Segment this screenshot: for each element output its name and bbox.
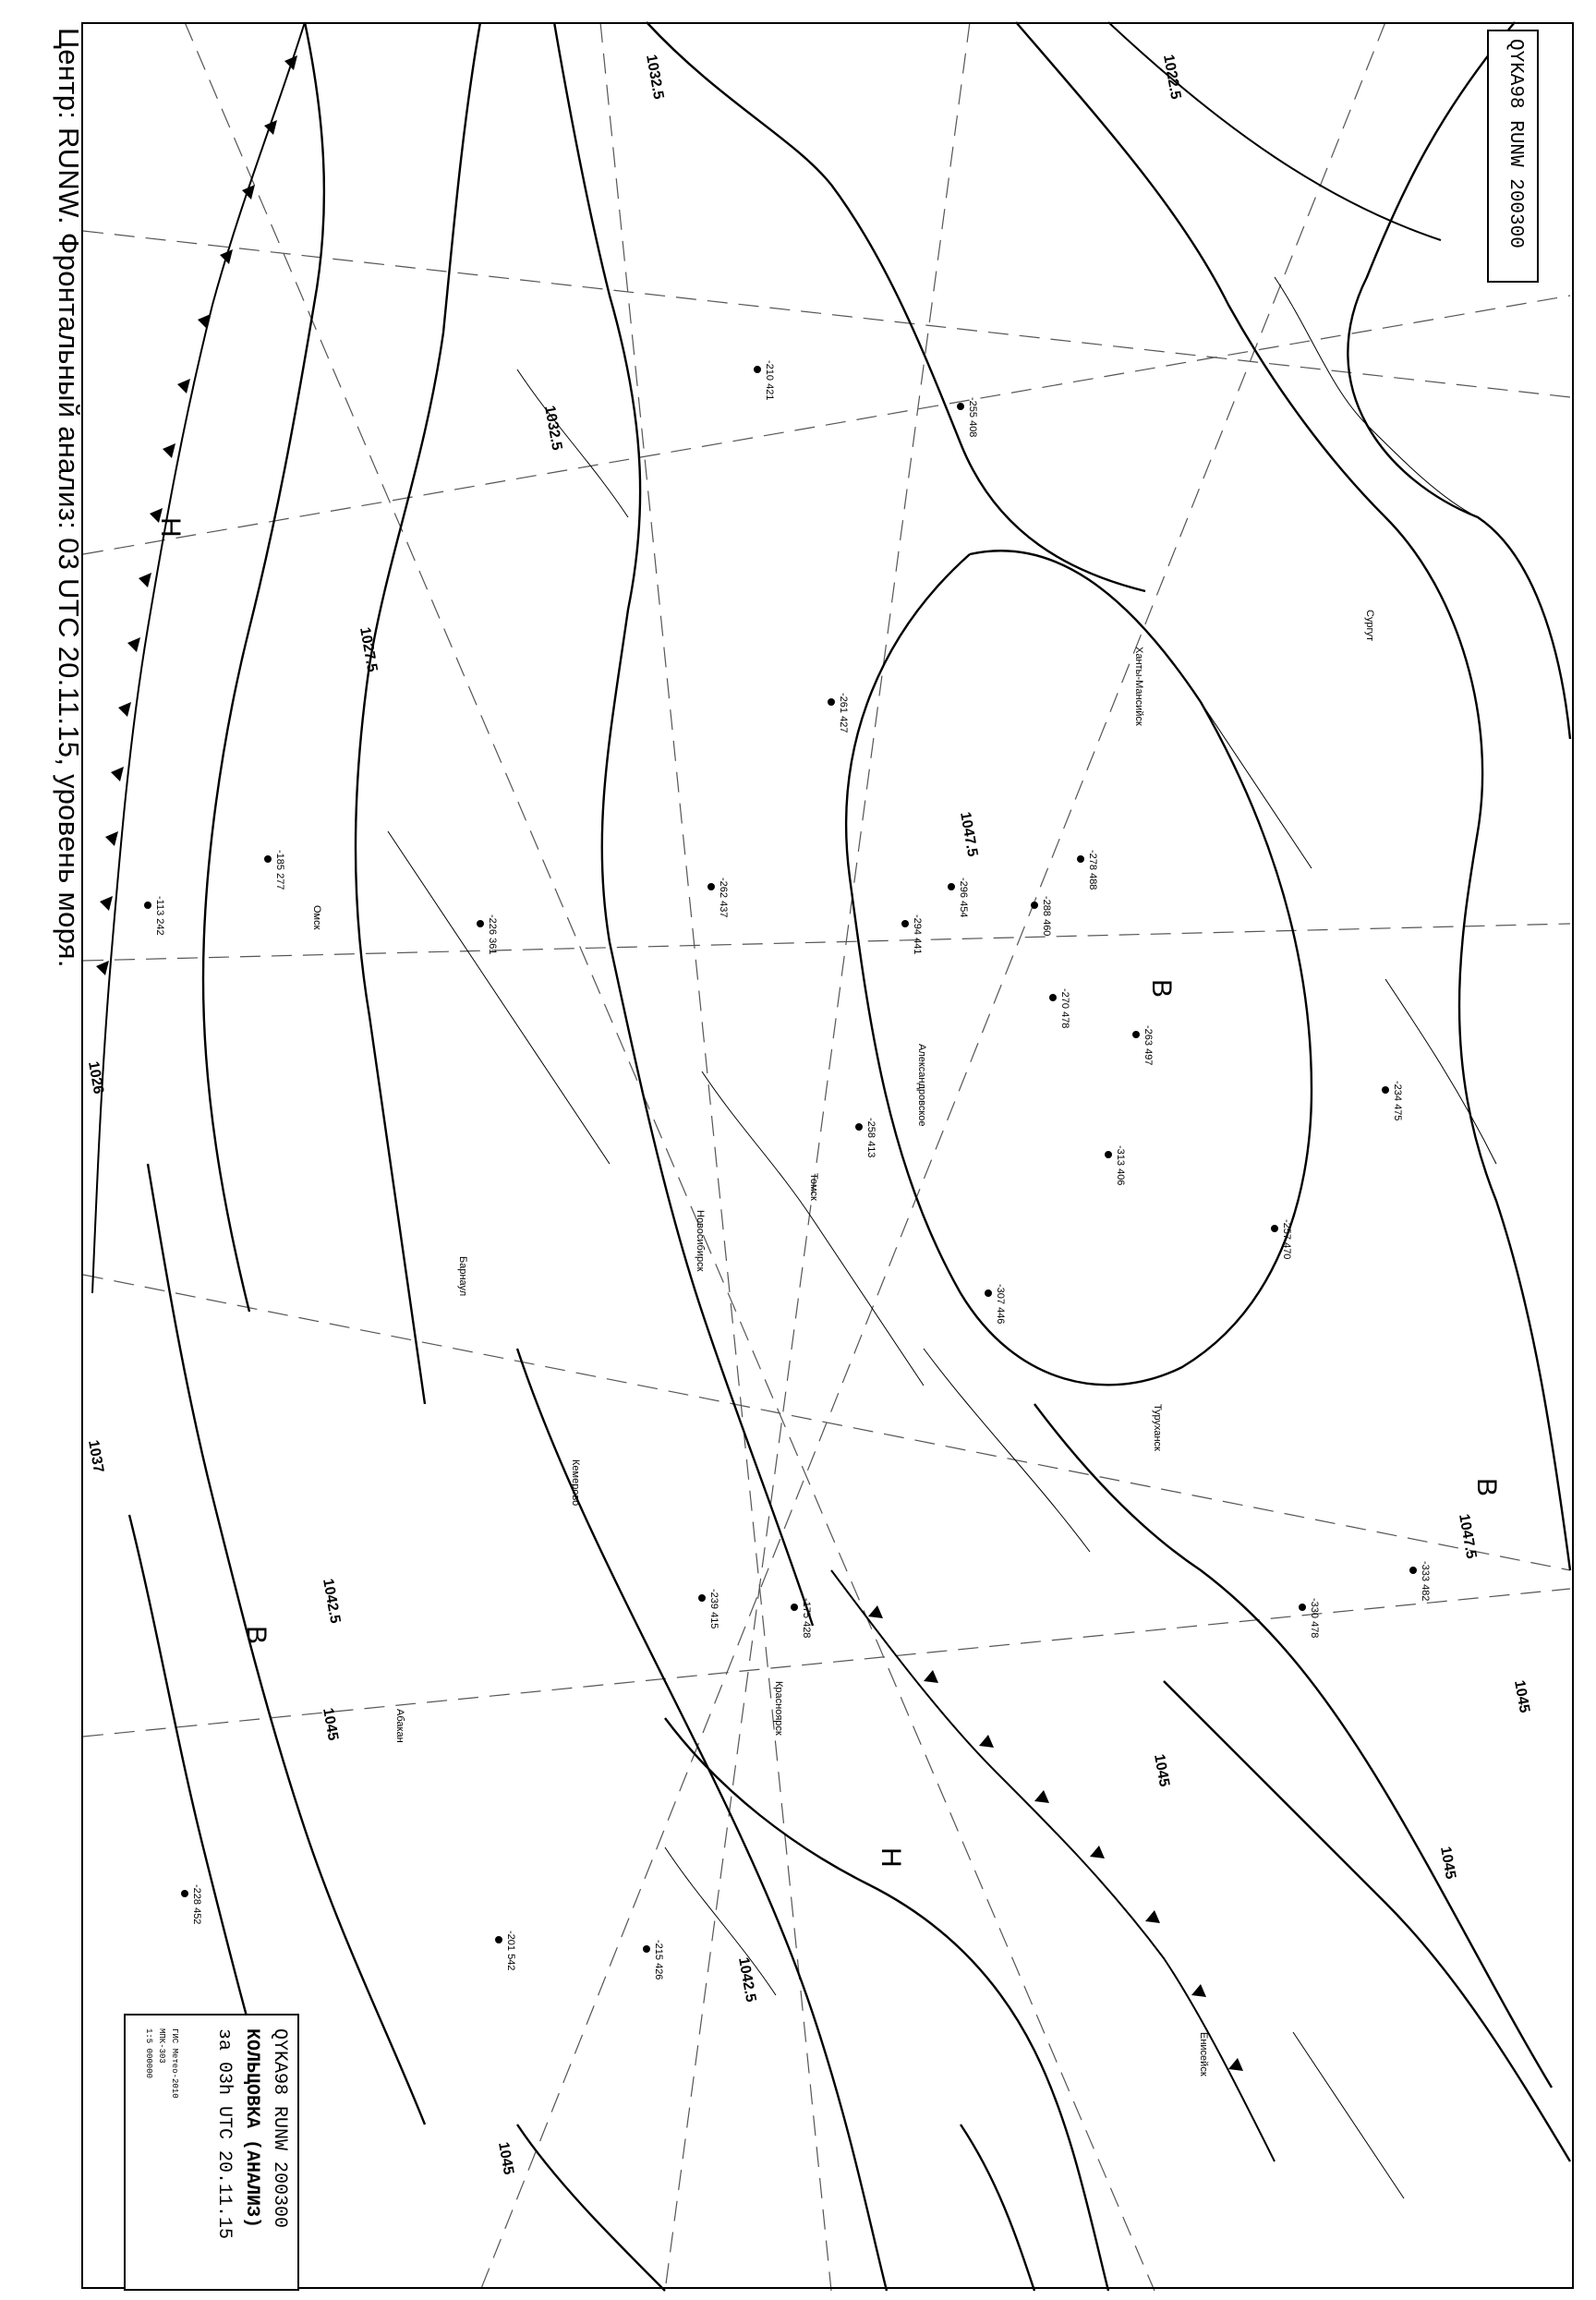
header-station: КОЛЬЦОВКА (АНАЛИЗ) — [241, 2028, 262, 2229]
city-label: Омск — [311, 905, 322, 930]
svg-text:-333 482: -333 482 — [1420, 1561, 1431, 1602]
isobar-label: 1027.5 — [357, 625, 381, 673]
svg-text:-261 427: -261 427 — [838, 693, 849, 733]
isobar-label: 1032.5 — [541, 404, 565, 452]
svg-text:-215 426: -215 426 — [653, 1940, 664, 1980]
isobar-label: 1047.5 — [1456, 1512, 1480, 1560]
isobar-label: 1045 — [1151, 1752, 1172, 1788]
city-label: Барнаул — [457, 1256, 468, 1297]
svg-text:-270 478: -270 478 — [1059, 988, 1070, 1029]
svg-text:-307 446: -307 446 — [995, 1284, 1006, 1325]
header-bottom-left — [124, 2014, 299, 2291]
svg-text:-201 542: -201 542 — [505, 1931, 516, 1971]
svg-text:-278 488: -278 488 — [1087, 850, 1098, 890]
svg-text:-175 428: -175 428 — [801, 1598, 812, 1639]
high-center: В — [1471, 1478, 1502, 1497]
isobar-label: 1042.5 — [320, 1577, 344, 1625]
header-code: QYKA98 RUNW 200300 — [269, 2028, 290, 2229]
svg-text:-239 415: -239 415 — [708, 1589, 719, 1629]
isobar-label: 1047.5 — [957, 810, 981, 858]
low-center: Н — [155, 517, 186, 538]
city-label: Сургут — [1364, 610, 1375, 641]
map-title: Центр: RUNW. Фронтальный анализ: 03 UTC 20.11.15, уровень моря. — [53, 28, 85, 968]
high-center: В — [1146, 979, 1177, 999]
city-label: Красноярск — [773, 1681, 784, 1736]
svg-text:-262 437: -262 437 — [718, 878, 729, 918]
isobar-label: 1037 — [85, 1438, 106, 1474]
isobar-label: 1026 — [85, 1059, 106, 1096]
isobar-label: 1022.5 — [1160, 53, 1184, 101]
map-frame — [81, 22, 1574, 2289]
svg-text:-234 475: -234 475 — [1392, 1081, 1403, 1121]
footer-line: 1:5 000000 — [144, 2028, 153, 2079]
svg-text:-210 421: -210 421 — [764, 360, 775, 401]
svg-text:-296 454: -296 454 — [958, 878, 969, 918]
svg-text:-330 478: -330 478 — [1309, 1598, 1320, 1639]
svg-text:-313 406: -313 406 — [1115, 1145, 1126, 1186]
isobar-label: 1032.5 — [643, 53, 667, 101]
city-label: Енисейск — [1198, 2032, 1209, 2076]
isobar-label: 1042.5 — [735, 1955, 759, 2003]
svg-text:-258 413: -258 413 — [865, 1118, 877, 1158]
city-label: Новосибирск — [695, 1210, 706, 1272]
header-code: QYKA98 RUNW 200300 — [1505, 39, 1526, 248]
svg-text:-185 277: -185 277 — [274, 850, 285, 890]
city-label: Томск — [808, 1173, 819, 1201]
svg-text:-255 408: -255 408 — [967, 397, 978, 438]
isobar-label: 1045 — [1437, 1845, 1458, 1881]
footer-line: ГИС Метео-2010 — [170, 2028, 179, 2099]
city-label: Ханты-Мансийск — [1133, 647, 1144, 726]
isobar-label: 1045 — [495, 2140, 516, 2176]
header-top-right — [1487, 30, 1539, 283]
svg-text:-288 460: -288 460 — [1041, 896, 1052, 937]
city-label: Александровское — [916, 1044, 927, 1127]
city-label: Кемерово — [570, 1459, 581, 1507]
svg-text:-228 452: -228 452 — [191, 1884, 202, 1925]
svg-text:-263 497: -263 497 — [1143, 1025, 1154, 1066]
isobar-label: 1045 — [320, 1706, 341, 1742]
low-center: Н — [876, 1847, 906, 1868]
city-label: Туруханск — [1152, 1404, 1163, 1451]
svg-text:-257 470: -257 470 — [1281, 1219, 1292, 1260]
high-center: В — [241, 1626, 272, 1645]
svg-text:-294 441: -294 441 — [912, 914, 923, 955]
svg-text:-113 242: -113 242 — [154, 896, 165, 936]
city-label: Абакан — [394, 1709, 405, 1743]
header-time: за 03h UTC 20.11.15 — [213, 2028, 235, 2240]
svg-text:-226 361: -226 361 — [487, 914, 498, 955]
footer-line: МПК-303 — [157, 2028, 166, 2064]
isobar-label: 1045 — [1511, 1678, 1532, 1714]
